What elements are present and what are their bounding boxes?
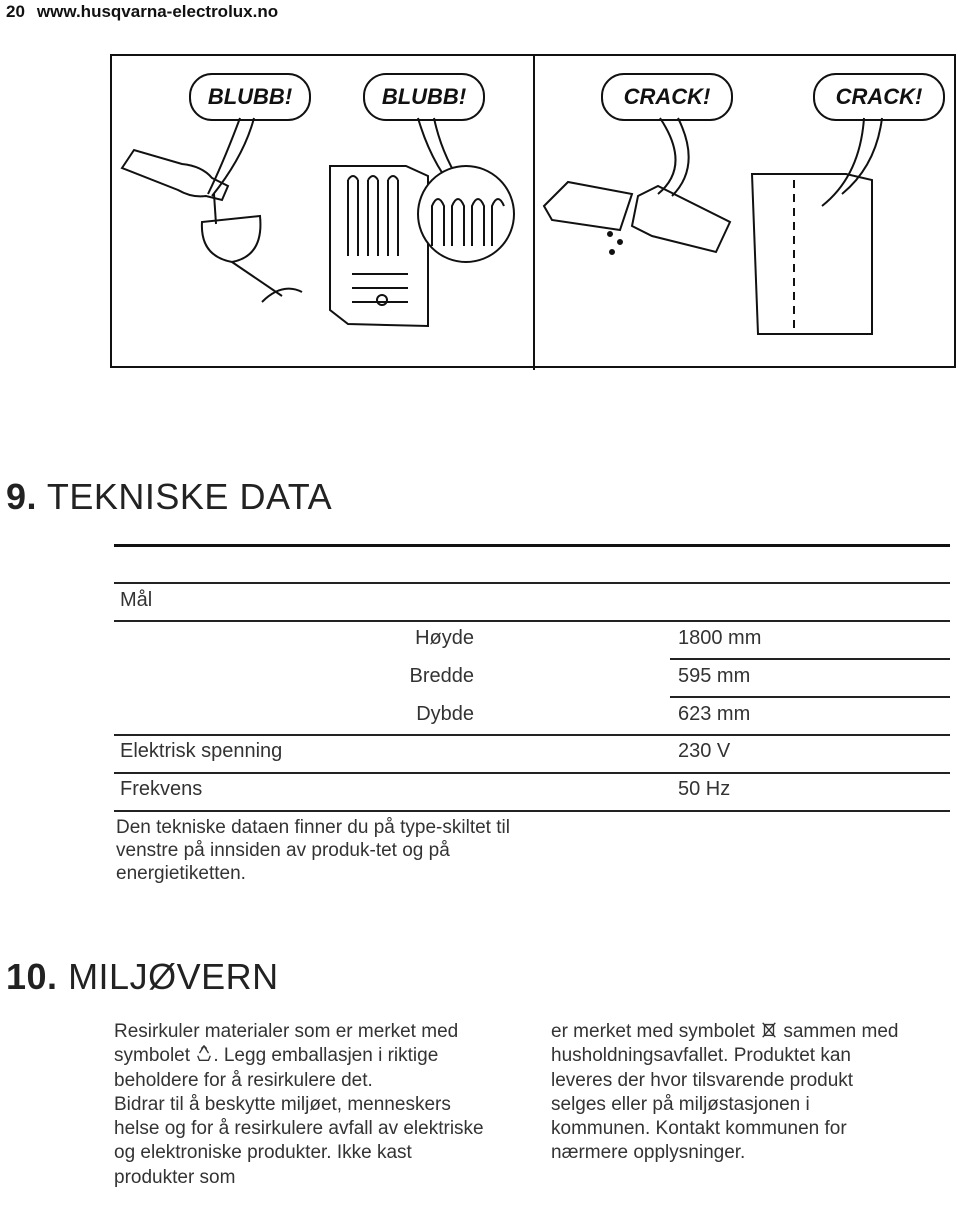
- group-label: Mål: [120, 589, 153, 611]
- row-label: Elektrisk spenning: [120, 740, 283, 762]
- bubble-text: CRACK!: [835, 84, 923, 109]
- dim-value: 595 mm: [678, 665, 751, 687]
- table-rule: [114, 810, 950, 812]
- paragraph-text: er merket med symbolet: [551, 1021, 755, 1042]
- page-number: 20: [6, 2, 25, 21]
- environment-right-column: [551, 1020, 911, 1166]
- environment-left-column: [114, 1020, 484, 1190]
- table-rule: [114, 544, 950, 547]
- wine-glass: [202, 216, 302, 302]
- technical-note: Den tekniske dataen finner du på type-skiltet til venstre på innsiden av produk-tet og på energietiketten.: [116, 817, 510, 884]
- illustration-panel: [110, 54, 956, 368]
- recycle-icon: [195, 1045, 213, 1063]
- website-url: www.husqvarna-electrolux.no: [36, 2, 279, 21]
- table-rule: [114, 734, 950, 736]
- section-heading: [6, 476, 332, 518]
- table-rule: [114, 582, 950, 584]
- table-rule: [670, 696, 950, 698]
- fridge-front: [752, 174, 872, 334]
- paragraph: Bidrar til å beskytte miljøet, menneskers helse og for å resirkulere avfall av elektriske og elektroniske produkter. Ikke kast produkter som: [114, 1093, 484, 1188]
- page-header: [6, 2, 278, 22]
- ice-tray-broken: [544, 182, 730, 254]
- paragraph-text: Resirkuler materialer som er merket med symbolet: [114, 1021, 459, 1067]
- dim-label: Høyde: [415, 627, 474, 649]
- bubble-text: BLUBB!: [207, 84, 293, 109]
- fridge-back: [330, 166, 428, 326]
- bubble-text: BLUBB!: [381, 84, 467, 109]
- dim-value: 623 mm: [678, 703, 751, 725]
- section-heading: [6, 956, 279, 998]
- table-rule: [114, 772, 950, 774]
- table-rule: [670, 658, 950, 660]
- coil-zoom: [418, 166, 514, 262]
- illustration-drawing: [112, 56, 958, 370]
- paragraph: [114, 1020, 484, 1093]
- section-title: MILJØVERN: [68, 956, 279, 997]
- row-value: 50 Hz: [678, 778, 731, 800]
- row-value: 230 V: [678, 740, 731, 762]
- section-title: TEKNISKE DATA: [46, 476, 333, 517]
- paragraph-text: sammen med husholdningsavfallet. Produktet kan leveres der hvor tilsvarende produkt selges eller på miljøstasjonen i kommunen. Kontakt kommunen for nærmere opplysninger.: [551, 1021, 899, 1164]
- table-rule: [114, 620, 950, 622]
- row-label: Frekvens: [120, 778, 203, 800]
- section-number: 9.: [6, 476, 38, 517]
- bubble-text: CRACK!: [623, 84, 711, 109]
- dim-label: Bredde: [409, 665, 474, 687]
- crossed-bin-icon: [760, 1021, 778, 1039]
- paragraph-text: . Legg emballasjen i riktige beholdere for å resirkulere det.: [114, 1045, 439, 1091]
- dim-value: 1800 mm: [678, 627, 762, 649]
- section-number: 10.: [6, 956, 58, 997]
- dim-label: Dybde: [416, 703, 474, 725]
